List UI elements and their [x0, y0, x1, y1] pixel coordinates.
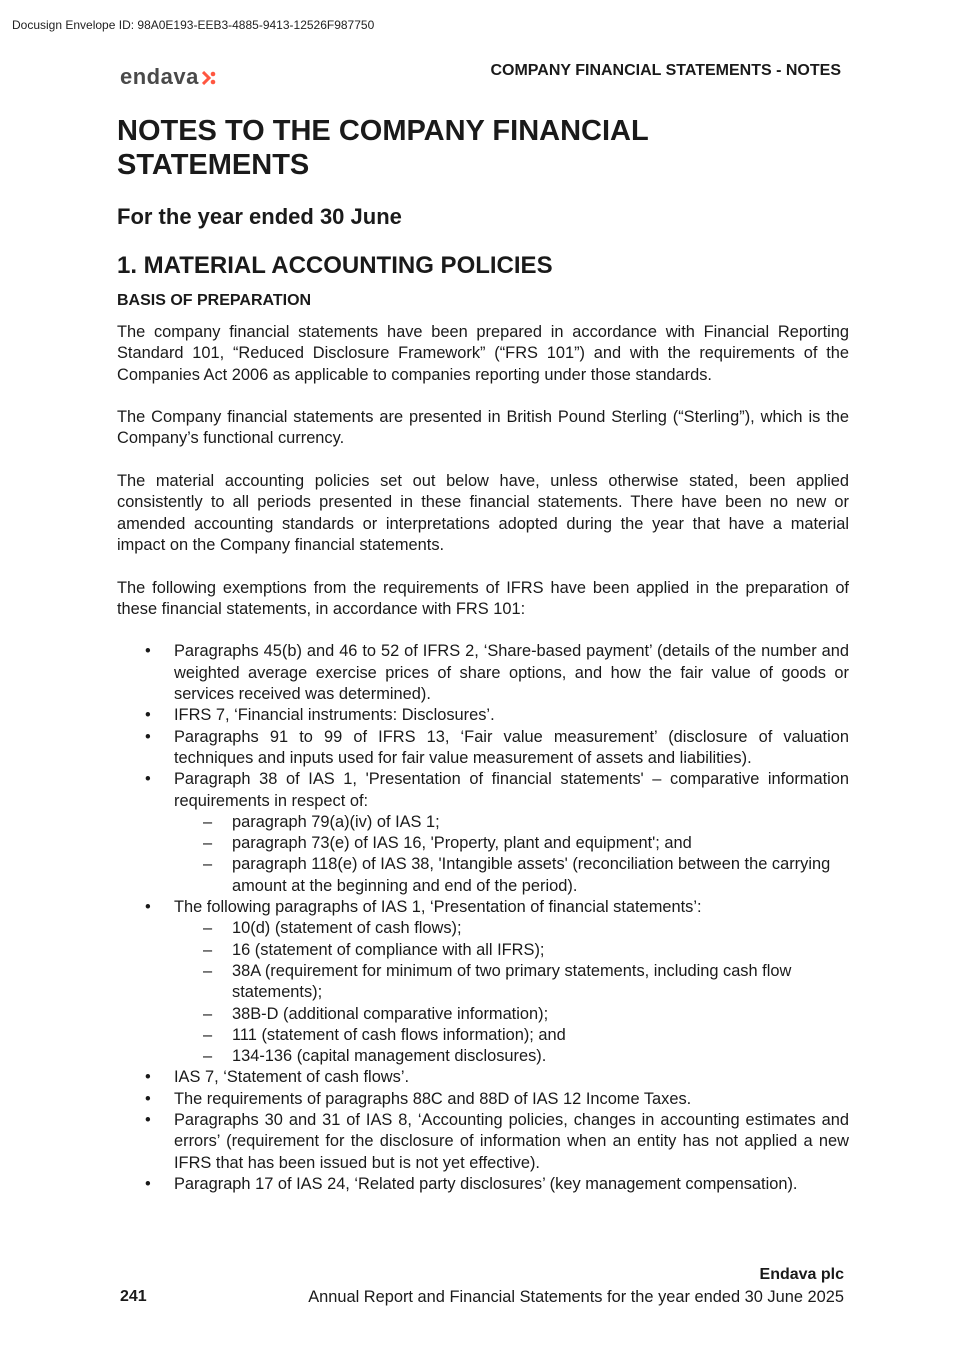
paragraph: The company financial statements have been prepared in accordance with Financial Reporting Standard 101, “Reduced Disclosure Framework” (“FRS 101”) and with the requirements of the Companies Act 2006 as applicable to companies reporting under those standards.: [117, 323, 849, 384]
list-item: [117, 727, 849, 770]
exemptions-list: [117, 641, 849, 1195]
list-item-text: IFRS 7, ‘Financial instruments: Disclosures’.: [174, 706, 495, 725]
list-item-text: Paragraphs 91 to 99 of IFRS 13, ‘Fair value measurement’ (disclosure of valuation techniques and inputs used for fair value measurement of assets and liabilities).: [174, 727, 849, 767]
list-item: [117, 897, 849, 1067]
page-subtitle: For the year ended 30 June: [117, 204, 402, 229]
sub-list-item: – 10(d) (statement of cash flows);: [174, 918, 849, 939]
list-item-text: Paragraph 17 of IAS 24, ‘Related party disclosures’ (key management compensation).: [174, 1174, 798, 1193]
page-title: NOTES TO THE COMPANY FINANCIAL STATEMENTS: [117, 115, 649, 181]
company-logo: [120, 64, 216, 90]
endava-mark-icon: [202, 71, 216, 85]
list-item: [117, 1067, 849, 1088]
list-item: [117, 705, 849, 726]
sub-list-item: – paragraph 73(e) of IAS 16, 'Property, plant and equipment'; and: [174, 833, 849, 854]
sub-list-item: – paragraph 118(e) of IAS 38, 'Intangible assets' (reconciliation between the carrying amount at the beginning and end of the period).: [174, 854, 849, 897]
sub-list-item: – 16 (statement of compliance with all IFRS);: [174, 940, 849, 961]
paragraph: The material accounting policies set out below have, unless otherwise stated, been applied consistently to all periods presented in these financial statements. There have been no new or amended accounting standards or interpretations adopted during the year that have a material impact on the Company financial statements.: [117, 472, 849, 554]
list-item: [117, 769, 849, 897]
list-item-text: The following paragraphs of IAS 1, ‘Presentation of financial statements’:: [174, 898, 702, 917]
list-item-text: Paragraphs 45(b) and 46 to 52 of IFRS 2, ‘Share-based payment’ (details of the number and weighted average exercise prices of share options, and how the fair value of goods or services received was determined).: [174, 642, 849, 704]
paragraph: The following exemptions from the requirements of IFRS have been applied in the preparation of these financial statements, in accordance with FRS 101:: [117, 578, 849, 618]
subsection-heading: BASIS OF PREPARATION: [117, 292, 312, 309]
list-item-text: Paragraph 38 of IAS 1, 'Presentation of financial statements' – comparative information requirements in respect of:: [174, 770, 849, 810]
sub-list-item: – 111 (statement of cash flows information); and: [174, 1025, 849, 1046]
body-content: [117, 322, 849, 1195]
list-item-text: The requirements of paragraphs 88C and 88D of IAS 12 Income Taxes.: [174, 1089, 692, 1108]
page-number: 241: [120, 1288, 147, 1305]
logo-wordmark: endava: [120, 64, 199, 89]
header-section-title: COMPANY FINANCIAL STATEMENTS - NOTES: [490, 62, 841, 79]
list-item: [117, 641, 849, 705]
list-item: [117, 1110, 849, 1174]
envelope-id: Docusign Envelope ID: 98A0E193-EEB3-4885-9413-12526F987750: [12, 18, 375, 32]
section-heading: 1. MATERIAL ACCOUNTING POLICIES: [117, 252, 553, 279]
list-item-text: Paragraphs 30 and 31 of IAS 8, ‘Accounting policies, changes in accounting estimates and errors’ (requirement for the disclosure of information when an entity has not applied a new IFRS that has been issued but is not yet effective).: [174, 1110, 849, 1172]
footer-company: Endava plc: [759, 1266, 844, 1283]
sub-list-item: – 38A (requirement for minimum of two primary statements, including cash flow statements);: [174, 961, 849, 1004]
sub-list-item: – paragraph 79(a)(iv) of IAS 1;: [174, 812, 849, 833]
list-item: [117, 1174, 849, 1195]
sub-list: [174, 918, 849, 1067]
sub-list-item: – 38B-D (additional comparative information);: [174, 1004, 849, 1025]
sub-list: [174, 812, 849, 897]
footer-report-title: Annual Report and Financial Statements for the year ended 30 June 2025: [308, 1288, 844, 1306]
list-item-text: IAS 7, ‘Statement of cash flows’.: [174, 1068, 410, 1087]
sub-list-item: – 134-136 (capital management disclosures).: [174, 1046, 849, 1067]
list-item: [117, 1089, 849, 1110]
paragraph: The Company financial statements are presented in British Pound Sterling (“Sterling”), which is the Company’s functional currency.: [117, 408, 849, 448]
